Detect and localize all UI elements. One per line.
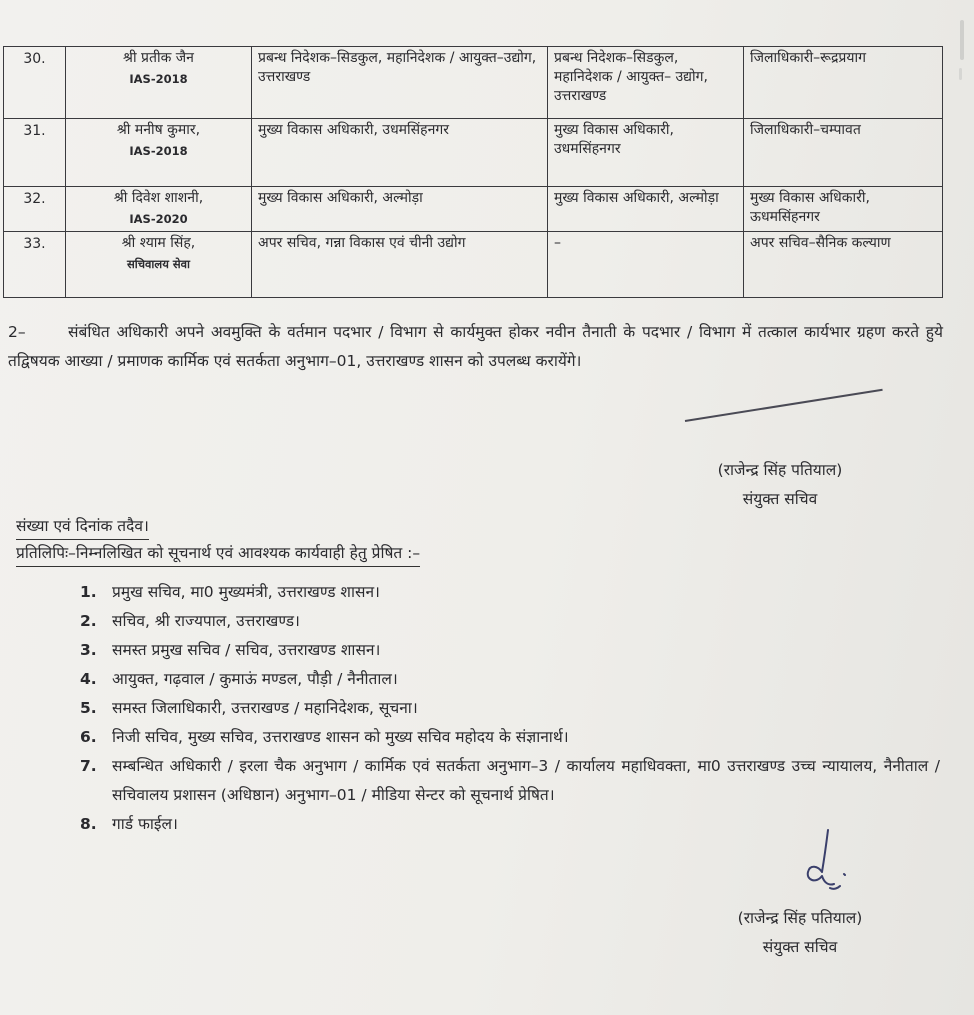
- service-batch: IAS-2020: [129, 212, 188, 226]
- serial-number-text: 31.: [23, 123, 46, 139]
- officer-name-text: श्री मनीष कुमार,: [116, 122, 201, 138]
- list-item-text: प्रमुख सचिव, मा0 मुख्यमंत्री, उत्तराखण्ड शासन।: [112, 583, 380, 601]
- service-batch: IAS-2018: [129, 144, 188, 158]
- page-edge-mark: [960, 20, 964, 60]
- paragraph-text: संबंधित अधिकारी अपने अवमुक्ति के वर्तमान पदभार / विभाग से कार्यमुक्त होकर नवीन तैनाती के पदभार / विभाग में तत्काल कार्यभार ग्रहण करते हुये तद्विषयक आख्या / प्रमाणक कार्मिक एवं सतर्कता अनुभाग–01, उत्तराखण्ड शासन को उपलब्ध करायेंगे।: [8, 323, 943, 370]
- officer-name-text: श्री दिवेश शाशनी,: [113, 190, 204, 206]
- relieved-post-cell: [548, 47, 744, 119]
- signature-stroke: [685, 389, 883, 422]
- reference-header: [16, 513, 420, 567]
- list-item-number: 2.: [80, 612, 97, 630]
- new-post-cell: [744, 232, 943, 298]
- current-post-cell: [252, 232, 548, 298]
- transfer-table: [3, 46, 943, 298]
- signature-block-1: [680, 456, 880, 514]
- table-row: [4, 187, 943, 232]
- serial-number-text: 30.: [23, 51, 46, 67]
- new-post-text: जिलाधिकारी–चम्पावत: [750, 122, 861, 138]
- copy-to-heading: प्रतिलिपिः–निम्नलिखित को सूचनार्थ एवं आवश्यक कार्यवाही हेतु प्रेषित :–: [16, 540, 420, 567]
- serial-number-cell: [4, 232, 66, 298]
- current-post-cell: [252, 47, 548, 119]
- list-item-text: गार्ड फाईल।: [112, 815, 178, 833]
- relieved-post-text: प्रबन्ध निदेशक–सिडकुल, महानिदेशक / आयुक्त– उद्योग, उत्तराखण्ड: [554, 50, 708, 104]
- paragraph-number: 2–: [8, 323, 26, 341]
- list-item: [80, 665, 940, 694]
- signatory-name: (राजेन्द्र सिंह पतियाल): [717, 461, 843, 479]
- new-post-cell: [744, 47, 943, 119]
- list-item-number: 5.: [80, 699, 97, 717]
- table-row: [4, 119, 943, 187]
- list-item-text: समस्त प्रमुख सचिव / सचिव, उत्तराखण्ड शासन।: [112, 641, 381, 659]
- serial-number-cell: [4, 47, 66, 119]
- current-post-text: मुख्य विकास अधिकारी, उधमसिंहनगर: [258, 122, 449, 138]
- relieved-post-cell: [548, 232, 744, 298]
- list-item-number: 3.: [80, 641, 97, 659]
- copy-recipient-list: [80, 578, 940, 839]
- officer-name-cell: [66, 119, 252, 187]
- list-item: [80, 636, 940, 665]
- table-row: [4, 47, 943, 119]
- list-item-text: निजी सचिव, मुख्य सचिव, उत्तराखण्ड शासन को मुख्य सचिव महोदय के संज्ञानार्थ।: [112, 728, 569, 746]
- list-item-number: 6.: [80, 728, 97, 746]
- serial-number-text: 33.: [23, 236, 46, 252]
- serial-number-cell: [4, 119, 66, 187]
- new-post-text: जिलाधिकारी–रूद्रप्रयाग: [750, 50, 867, 66]
- handwritten-initial: [800, 826, 850, 896]
- list-item-text: सचिव, श्री राज्यपाल, उत्तराखण्ड।: [112, 612, 300, 630]
- list-item: [80, 752, 940, 810]
- list-item-text: समस्त जिलाधिकारी, उत्तराखण्ड / महानिदेशक, सूचना।: [112, 699, 418, 717]
- serial-number-cell: [4, 187, 66, 232]
- instruction-paragraph: [8, 318, 943, 376]
- table-row: [4, 232, 943, 298]
- relieved-post-text: मुख्य विकास अधिकारी, अल्मोड़ा: [554, 190, 719, 206]
- service-batch: सचिवालय सेवा: [126, 257, 191, 271]
- list-item: [80, 578, 940, 607]
- list-item-text: आयुक्त, गढ़वाल / कुमाऊं मण्डल, पौड़ी / नैनीताल।: [112, 670, 398, 688]
- list-item: [80, 607, 940, 636]
- list-item: [80, 723, 940, 752]
- service-batch: IAS-2018: [129, 72, 188, 86]
- officer-name-cell: [66, 187, 252, 232]
- list-item-number: 8.: [80, 815, 97, 833]
- new-post-text: अपर सचिव–सैनिक कल्याण: [750, 235, 891, 251]
- current-post-text: प्रबन्ध निदेशक–सिडकुल, महानिदेशक / आयुक्त–उद्योग, उत्तराखण्ड: [258, 50, 537, 85]
- officer-name-cell: [66, 232, 252, 298]
- list-item-number: 7.: [80, 757, 97, 775]
- relieved-post-text: –: [554, 235, 561, 251]
- relieved-post-cell: [548, 119, 744, 187]
- relieved-post-cell: [548, 187, 744, 232]
- relieved-post-text: मुख्य विकास अधिकारी, उधमसिंहनगर: [554, 122, 674, 157]
- list-item-text: सम्बन्धित अधिकारी / इरला चैक अनुभाग / कार्मिक एवं सतर्कता अनुभाग–3 / कार्यालय महाधिवक्ता, मा0 उत्तराखण्ड उच्च न्यायालय, नैनीताल / सचिवालय प्रशासन (अधिष्ठान) अनुभाग–01 / मीडिया सेन्टर को सूचनार्थ प्रेषित।: [112, 757, 940, 804]
- new-post-text: मुख्य विकास अधिकारी, ऊधमसिंहनगर: [750, 190, 870, 225]
- officer-name-text: श्री प्रतीक जैन: [123, 50, 194, 66]
- current-post-cell: [252, 119, 548, 187]
- signatory-designation: संयुक्त सचिव: [762, 938, 838, 956]
- officer-name-text: श्री श्याम सिंह,: [121, 235, 196, 251]
- new-post-cell: [744, 119, 943, 187]
- current-post-cell: [252, 187, 548, 232]
- new-post-cell: [744, 187, 943, 232]
- list-item-number: 1.: [80, 583, 97, 601]
- signatory-designation: संयुक्त सचिव: [742, 490, 818, 508]
- signature-block-2: [700, 904, 900, 962]
- officer-name-cell: [66, 47, 252, 119]
- reference-number-date: संख्या एवं दिनांक तदैव।: [16, 513, 149, 540]
- serial-number-text: 32.: [23, 191, 46, 207]
- list-item: [80, 694, 940, 723]
- current-post-text: मुख्य विकास अधिकारी, अल्मोड़ा: [258, 190, 423, 206]
- signatory-name: (राजेन्द्र सिंह पतियाल): [737, 909, 863, 927]
- page-edge-mark: [959, 68, 962, 80]
- list-item-number: 4.: [80, 670, 97, 688]
- current-post-text: अपर सचिव, गन्ना विकास एवं चीनी उद्योग: [258, 235, 466, 251]
